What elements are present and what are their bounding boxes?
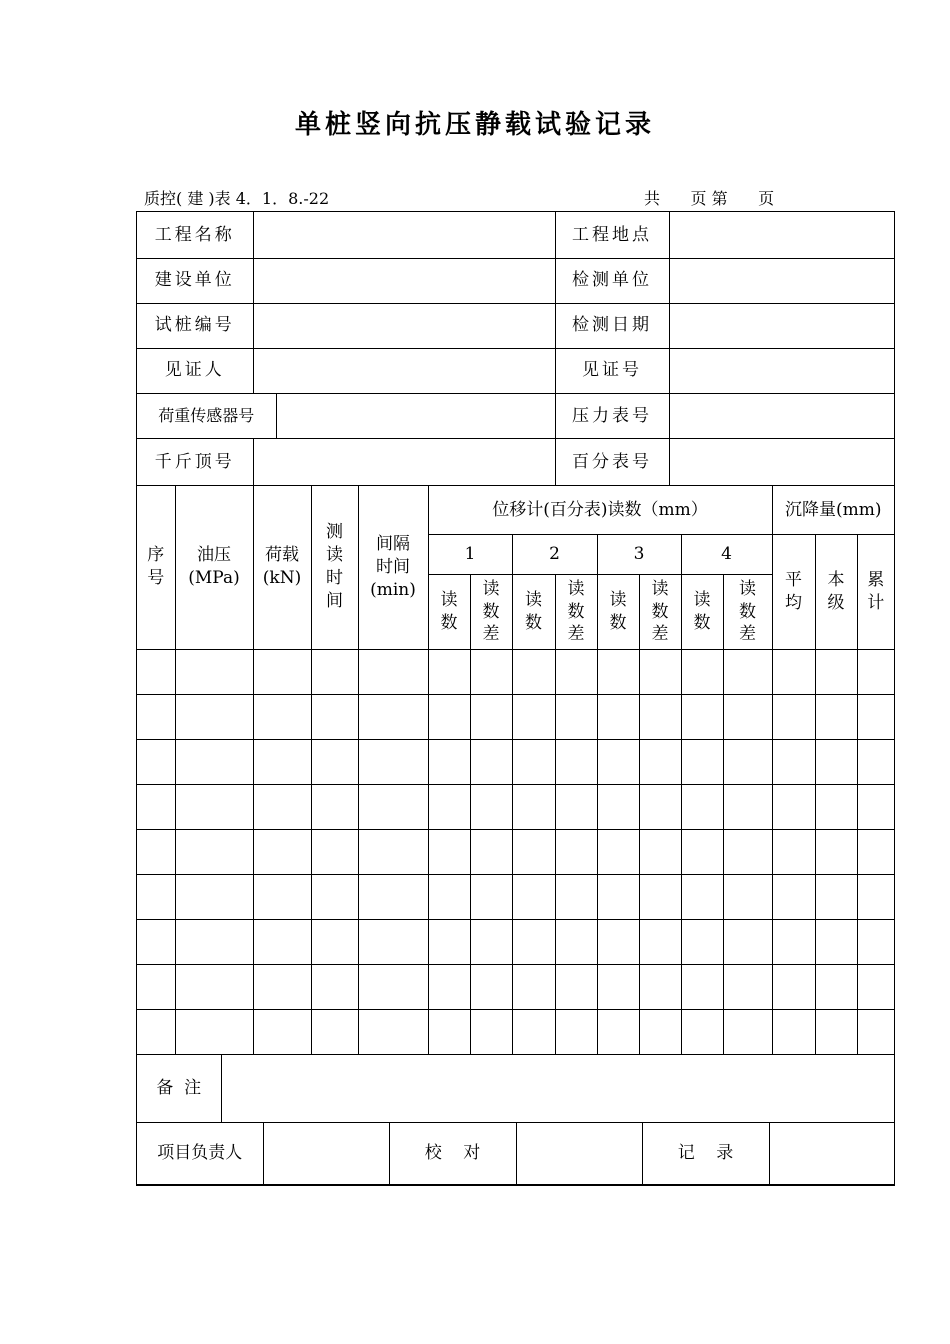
data-cell[interactable] <box>428 1010 470 1055</box>
info-row <box>137 348 894 393</box>
data-cell[interactable] <box>137 785 175 830</box>
data-cell[interactable] <box>639 965 681 1010</box>
reading-header <box>512 575 555 650</box>
table-row <box>137 785 894 830</box>
data-cell[interactable] <box>428 650 470 695</box>
data-cell[interactable] <box>137 920 175 965</box>
project-name-label: 工程名称 <box>137 212 253 258</box>
dial-gauge-field[interactable] <box>669 439 894 485</box>
this-level-header-line: 本 <box>827 570 845 591</box>
proofread-field[interactable] <box>516 1123 642 1185</box>
data-cell[interactable] <box>311 1010 358 1055</box>
reading-header-line: 读 <box>693 590 711 611</box>
data-cell[interactable] <box>815 785 857 830</box>
reading-diff-header-line: 差 <box>739 624 756 645</box>
data-cell[interactable] <box>555 1010 597 1055</box>
data-cell[interactable] <box>137 650 175 695</box>
data-cell[interactable] <box>512 695 555 740</box>
data-cell[interactable] <box>175 875 253 920</box>
data-cell[interactable] <box>723 1010 772 1055</box>
header-row-1 <box>137 486 894 535</box>
info-row <box>137 439 894 485</box>
data-table <box>137 486 894 1056</box>
project-leader-field[interactable] <box>263 1123 389 1185</box>
data-body <box>137 650 894 1055</box>
reading-diff-header-line: 读 <box>739 578 756 599</box>
test-date-label: 检测日期 <box>555 303 669 348</box>
interval-header-line: 间隔 <box>376 533 410 554</box>
page-title: 单桩竖向抗压静载试验记录 <box>294 110 655 140</box>
data-cell[interactable] <box>358 695 428 740</box>
reading-diff-header-line: 数 <box>651 601 669 622</box>
data-cell[interactable] <box>723 965 772 1010</box>
cumulative-header-line: 计 <box>867 593 885 613</box>
witness-label: 见证人 <box>137 348 253 393</box>
data-cell[interactable] <box>857 1010 894 1055</box>
data-cell[interactable] <box>311 650 358 695</box>
data-cell[interactable] <box>428 920 470 965</box>
data-cell[interactable] <box>137 830 175 875</box>
gauge-4-header: 4 <box>681 535 772 575</box>
data-cell[interactable] <box>253 1010 311 1055</box>
data-cell[interactable] <box>681 1010 723 1055</box>
interval-header <box>358 486 428 650</box>
seq-header <box>137 486 175 650</box>
data-cell[interactable] <box>555 785 597 830</box>
table-row <box>137 1010 894 1055</box>
info-row <box>137 394 894 439</box>
data-cell[interactable] <box>815 920 857 965</box>
data-cell[interactable] <box>681 695 723 740</box>
data-cell[interactable] <box>311 965 358 1010</box>
average-header-line: 平 <box>785 570 803 591</box>
data-cell[interactable] <box>639 875 681 920</box>
data-cell[interactable] <box>137 1010 175 1055</box>
table-row <box>137 830 894 875</box>
test-date-field[interactable] <box>669 303 894 348</box>
record-label: 记 录 <box>642 1123 769 1185</box>
project-location-field[interactable] <box>669 212 894 258</box>
info-row <box>137 258 894 303</box>
data-cell[interactable] <box>137 875 175 920</box>
data-cell[interactable] <box>428 830 470 875</box>
data-cell[interactable] <box>555 875 597 920</box>
data-cell[interactable] <box>470 740 512 785</box>
data-cell[interactable] <box>555 650 597 695</box>
page-label-2: 页 <box>758 189 775 208</box>
data-cell[interactable] <box>253 650 311 695</box>
pressure-gauge-field[interactable] <box>669 394 894 439</box>
data-cell[interactable] <box>555 965 597 1010</box>
data-cell[interactable] <box>358 920 428 965</box>
reading-header <box>681 575 723 650</box>
data-cell[interactable] <box>428 785 470 830</box>
reading-header-line: 读 <box>609 590 627 611</box>
data-cell[interactable] <box>597 875 639 920</box>
reading-diff-header <box>723 575 772 650</box>
table-row <box>137 740 894 785</box>
witness-number-field[interactable] <box>669 348 894 393</box>
data-cell[interactable] <box>358 740 428 785</box>
data-cell[interactable] <box>597 650 639 695</box>
data-cell[interactable] <box>597 920 639 965</box>
data-cell[interactable] <box>470 830 512 875</box>
data-cell[interactable] <box>772 830 815 875</box>
data-cell[interactable] <box>772 740 815 785</box>
reading-header <box>428 575 470 650</box>
table-row <box>137 920 894 965</box>
signature-table <box>137 1123 894 1186</box>
gauge-1-header: 1 <box>428 535 512 575</box>
data-cell[interactable] <box>311 875 358 920</box>
data-cell[interactable] <box>470 650 512 695</box>
data-cell[interactable] <box>815 1010 857 1055</box>
total-label: 共 <box>644 189 661 208</box>
remarks-row <box>137 1055 894 1122</box>
reading-diff-header-line: 数 <box>482 601 500 622</box>
page-label: 页 第 <box>690 189 728 208</box>
data-cell[interactable] <box>772 695 815 740</box>
record-field[interactable] <box>769 1123 894 1185</box>
data-cell[interactable] <box>723 785 772 830</box>
data-cell[interactable] <box>597 695 639 740</box>
data-cell[interactable] <box>815 740 857 785</box>
data-cell[interactable] <box>311 740 358 785</box>
data-cell[interactable] <box>857 740 894 785</box>
data-cell[interactable] <box>470 695 512 740</box>
witness-number-label: 见证号 <box>555 348 669 393</box>
reading-diff-header-line: 差 <box>482 624 500 645</box>
this-level-header-line: 级 <box>827 593 845 613</box>
oil-pressure-header-line: (MPa) <box>188 568 240 589</box>
data-cell[interactable] <box>681 965 723 1010</box>
data-cell[interactable] <box>358 875 428 920</box>
data-cell[interactable] <box>470 1010 512 1055</box>
data-cell[interactable] <box>681 830 723 875</box>
data-cell[interactable] <box>639 695 681 740</box>
pressure-gauge-label: 压力表号 <box>555 394 669 439</box>
data-cell[interactable] <box>358 965 428 1010</box>
data-cell[interactable] <box>512 920 555 965</box>
data-cell[interactable] <box>253 695 311 740</box>
data-cell[interactable] <box>815 875 857 920</box>
data-cell[interactable] <box>470 785 512 830</box>
data-cell[interactable] <box>358 650 428 695</box>
witness-field[interactable] <box>253 348 555 393</box>
seq-header-line: 序 <box>147 545 165 566</box>
data-cell[interactable] <box>857 875 894 920</box>
data-cell[interactable] <box>175 830 253 875</box>
data-cell[interactable] <box>311 695 358 740</box>
data-cell[interactable] <box>555 740 597 785</box>
data-cell[interactable] <box>857 920 894 965</box>
construction-unit-label: 建设单位 <box>137 258 253 303</box>
reading-header-line: 数 <box>525 613 542 633</box>
reading-diff-header-line: 数 <box>567 601 585 622</box>
data-cell[interactable] <box>470 965 512 1010</box>
data-cell[interactable] <box>253 875 311 920</box>
proofread-label: 校 对 <box>389 1123 516 1185</box>
data-cell[interactable] <box>311 785 358 830</box>
data-cell[interactable] <box>358 830 428 875</box>
reading-header-line: 数 <box>440 613 458 633</box>
settlement-group-header: 沉降量(mm) <box>772 486 894 535</box>
reading-header <box>597 575 639 650</box>
page-counter <box>644 186 774 209</box>
read-time-header-line: 测 <box>326 522 343 543</box>
info-table <box>137 212 894 394</box>
data-cell[interactable] <box>555 695 597 740</box>
info-row <box>137 212 894 258</box>
load-sensor-label: 荷重传感器号 <box>137 394 276 439</box>
data-cell[interactable] <box>428 740 470 785</box>
data-cell[interactable] <box>137 740 175 785</box>
data-cell[interactable] <box>311 920 358 965</box>
data-cell[interactable] <box>723 920 772 965</box>
testing-unit-label: 检测单位 <box>555 258 669 303</box>
data-cell[interactable] <box>723 875 772 920</box>
data-cell[interactable] <box>470 875 512 920</box>
table-row <box>137 965 894 1010</box>
data-cell[interactable] <box>815 695 857 740</box>
data-cell[interactable] <box>857 785 894 830</box>
data-cell[interactable] <box>857 650 894 695</box>
data-cell[interactable] <box>253 920 311 965</box>
data-cell[interactable] <box>681 920 723 965</box>
reading-diff-header-line: 差 <box>651 624 669 645</box>
data-cell[interactable] <box>681 875 723 920</box>
data-cell[interactable] <box>772 650 815 695</box>
data-cell[interactable] <box>597 830 639 875</box>
testing-unit-field[interactable] <box>669 258 894 303</box>
data-cell[interactable] <box>175 1010 253 1055</box>
data-cell[interactable] <box>772 965 815 1010</box>
data-cell[interactable] <box>137 695 175 740</box>
reading-header-line: 读 <box>440 590 458 611</box>
data-cell[interactable] <box>428 695 470 740</box>
data-cell[interactable] <box>555 830 597 875</box>
displacement-group-header: 位移计(百分表)读数（mm） <box>428 486 772 535</box>
data-cell[interactable] <box>512 785 555 830</box>
load-header-line: 荷载 <box>265 545 299 566</box>
average-header-line: 均 <box>785 593 803 613</box>
average-header <box>772 535 815 650</box>
data-cell[interactable] <box>253 785 311 830</box>
remarks-field[interactable] <box>221 1055 894 1122</box>
gauge-3-header: 3 <box>597 535 681 575</box>
table-row <box>137 695 894 740</box>
data-cell[interactable] <box>681 740 723 785</box>
interval-header-line: (min) <box>370 579 416 600</box>
remarks-table <box>137 1055 894 1123</box>
data-cell[interactable] <box>639 830 681 875</box>
data-cell[interactable] <box>137 965 175 1010</box>
info-row <box>137 303 894 348</box>
data-cell[interactable] <box>772 785 815 830</box>
data-cell[interactable] <box>772 875 815 920</box>
data-cell[interactable] <box>253 830 311 875</box>
data-cell[interactable] <box>639 740 681 785</box>
read-time-header-line: 读 <box>326 545 343 566</box>
data-cell[interactable] <box>358 785 428 830</box>
reading-header-line: 数 <box>609 613 627 633</box>
data-cell[interactable] <box>311 830 358 875</box>
data-cell[interactable] <box>597 740 639 785</box>
reading-diff-header <box>639 575 681 650</box>
project-name-field[interactable] <box>253 212 555 258</box>
signature-row <box>137 1123 894 1185</box>
data-cell[interactable] <box>428 875 470 920</box>
data-cell[interactable] <box>639 1010 681 1055</box>
cumulative-header-line: 累 <box>867 570 885 591</box>
gauge-2-header: 2 <box>512 535 597 575</box>
oil-pressure-header-line: 油压 <box>197 545 231 566</box>
data-cell[interactable] <box>681 785 723 830</box>
load-sensor-field[interactable] <box>276 394 555 439</box>
data-cell[interactable] <box>857 830 894 875</box>
data-cell[interactable] <box>772 1010 815 1055</box>
reading-header-line: 数 <box>693 613 711 633</box>
pile-number-field[interactable] <box>253 303 555 348</box>
data-cell[interactable] <box>681 650 723 695</box>
data-cell[interactable] <box>428 965 470 1010</box>
data-cell[interactable] <box>512 965 555 1010</box>
data-cell[interactable] <box>815 965 857 1010</box>
read-time-header <box>311 486 358 650</box>
reading-diff-header-line: 读 <box>482 578 500 599</box>
data-cell[interactable] <box>723 740 772 785</box>
reading-header-line: 读 <box>525 590 542 611</box>
data-cell[interactable] <box>723 650 772 695</box>
construction-unit-field[interactable] <box>253 258 555 303</box>
data-cell[interactable] <box>358 1010 428 1055</box>
info-table-sensor <box>137 394 894 440</box>
load-header <box>253 486 311 650</box>
project-leader-label: 项目负责人 <box>137 1123 263 1185</box>
data-cell[interactable] <box>253 965 311 1010</box>
data-cell[interactable] <box>512 740 555 785</box>
reading-diff-header-line: 数 <box>739 601 756 622</box>
reading-diff-header <box>555 575 597 650</box>
data-cell[interactable] <box>639 650 681 695</box>
project-location-label: 工程地点 <box>555 212 669 258</box>
data-cell[interactable] <box>253 740 311 785</box>
read-time-header-line: 间 <box>326 591 343 612</box>
data-cell[interactable] <box>175 785 253 830</box>
data-cell[interactable] <box>175 740 253 785</box>
oil-pressure-header <box>175 486 253 650</box>
data-cell[interactable] <box>555 920 597 965</box>
dial-gauge-label: 百分表号 <box>555 439 669 485</box>
data-cell[interactable] <box>815 830 857 875</box>
remarks-label: 备 注 <box>137 1055 221 1122</box>
data-cell[interactable] <box>597 785 639 830</box>
data-cell[interactable] <box>175 695 253 740</box>
data-cell[interactable] <box>639 785 681 830</box>
data-cell[interactable] <box>512 875 555 920</box>
reading-diff-header-line: 读 <box>651 578 669 599</box>
data-cell[interactable] <box>175 920 253 965</box>
pile-number-label: 试桩编号 <box>137 303 253 348</box>
data-cell[interactable] <box>597 1010 639 1055</box>
data-cell[interactable] <box>772 920 815 965</box>
data-cell[interactable] <box>723 695 772 740</box>
data-cell[interactable] <box>470 920 512 965</box>
reading-diff-header-line: 差 <box>567 624 585 645</box>
data-cell[interactable] <box>597 965 639 1010</box>
data-cell[interactable] <box>512 830 555 875</box>
data-cell[interactable] <box>815 650 857 695</box>
table-row <box>137 650 894 695</box>
data-cell[interactable] <box>857 965 894 1010</box>
read-time-header-line: 时 <box>326 568 343 589</box>
data-cell[interactable] <box>175 650 253 695</box>
data-cell[interactable] <box>512 650 555 695</box>
form-number: 质控( 建 )表 4．1．8.-22 <box>144 189 330 208</box>
reading-diff-header <box>470 575 512 650</box>
data-cell[interactable] <box>512 1010 555 1055</box>
data-cell[interactable] <box>857 695 894 740</box>
table-row <box>137 875 894 920</box>
interval-header-line: 时间 <box>376 556 410 577</box>
cumulative-header <box>857 535 894 650</box>
info-table-jack <box>137 439 894 486</box>
jack-number-field[interactable] <box>253 439 555 485</box>
reading-diff-header-line: 读 <box>567 578 585 599</box>
jack-number-label: 千斤顶号 <box>137 439 253 485</box>
this-level-header <box>815 535 857 650</box>
data-cell[interactable] <box>639 920 681 965</box>
data-cell[interactable] <box>723 830 772 875</box>
load-header-line: (kN) <box>262 568 302 589</box>
record-sheet <box>136 211 895 1186</box>
data-cell[interactable] <box>175 965 253 1010</box>
seq-header-line: 号 <box>147 568 165 589</box>
